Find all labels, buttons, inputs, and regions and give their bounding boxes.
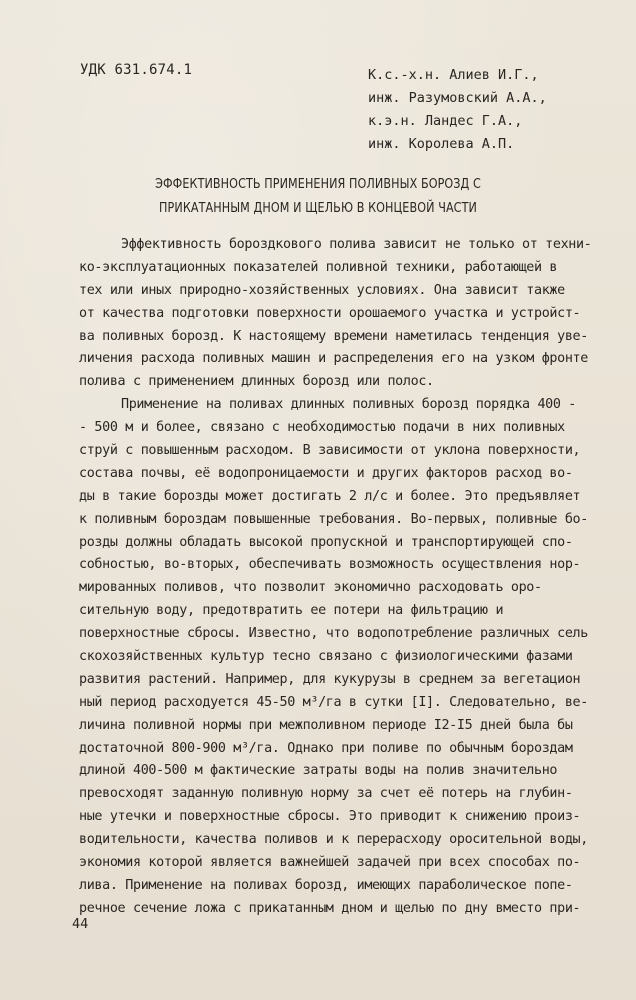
body-line: личения расхода поливных машин и распределения его на узком фронте [79, 351, 588, 367]
page-number: 44 [72, 916, 89, 932]
author-line: инж. Королева А.П. [368, 136, 515, 152]
body-line: струй с повышенным расходом. В зависимости от уклона поверхности, [79, 443, 581, 459]
body-line: скохозяйственных культур тесно связано с физиологическими фазами [79, 649, 573, 665]
body-line: личина поливной нормы при межполивном периоде I2-I5 дней была бы [79, 717, 573, 733]
body-line: достаточной 800-900 м³/га. Однако при поливе по обычным бороздам [79, 740, 573, 756]
body-line: лива. Применение на поливах борозд, имеющих параболическое попе- [79, 877, 573, 893]
body-line: полива с применением длинных борозд или полос. [79, 374, 434, 390]
body-text [79, 234, 636, 921]
body-line: Применение на поливах длинных поливных борозд порядка 400 - [121, 397, 576, 413]
body-line: - 500 м и более, связано с необходимостью подачи в них поливных [79, 420, 565, 436]
title-line: ЭФФЕКТИВНОСТЬ ПРИМЕНЕНИЯ ПОЛИВНЫХ БОРОЗД С [155, 176, 481, 192]
body-line: розды должны обладать высокой пропускной и транспортирующей спо- [79, 534, 573, 550]
body-line: ный период расходуется 45-50 м³/га в сутки [I]. Следовательно, ве- [79, 694, 588, 710]
author-list [368, 64, 547, 156]
body-line: ва поливных борозд. К настоящему времени наметилась тенденция уве- [79, 328, 588, 344]
body-line: ко-эксплуатационных показателей поливной техники, работающей в [79, 259, 558, 275]
body-line: речное сечение ложа с прикатанным дном и щелью по дну вместо при- [79, 900, 581, 916]
body-line: экономия которой является важнейшей задачей при всех способах по- [79, 855, 581, 871]
author-line: к.э.н. Ландес Г.А., [368, 113, 523, 129]
body-line: развития растений. Например, для кукурузы в среднем за вегетацион [79, 671, 581, 687]
body-line: состава почвы, её водопроницаемости и других факторов расход во- [79, 465, 573, 481]
body-line: поверхностные сбросы. Известно, что водопотребление различных сель [79, 626, 588, 642]
body-line: собностью, во-вторых, обеспечивать возможность осуществления нор- [79, 557, 581, 573]
body-line: мированных поливов, что позволит экономично расходовать оро- [79, 580, 542, 596]
udk-code: УДК 631.674.1 [80, 62, 193, 78]
article-title [25, 172, 610, 220]
body-line: превосходят заданную поливную норму за счет её потерь на глубин- [79, 786, 573, 802]
body-line: ды в такие борозды может достигать 2 л/с и более. Это предъявляет [79, 488, 581, 504]
body-line: к поливным бороздам повышенные требования. Во-первых, поливные бо- [79, 511, 588, 527]
body-line: водительности, качества поливов и к перерасходу оросительной воды, [79, 832, 588, 848]
author-line: К.с.-х.н. Алиев И.Г., [368, 67, 539, 83]
body-line: длиной 400-500 м фактические затраты воды на полив значительно [79, 763, 558, 779]
author-line: инж. Разумовский А.А., [368, 90, 547, 106]
body-line: от качества подготовки поверхности орошаемого участка и устройст- [79, 305, 581, 321]
body-line: тех или иных природно-хозяйственных условиях. Она зависит также [79, 282, 565, 298]
body-line: сительную воду, предотвратить ее потери на фильтрацию и [79, 603, 504, 619]
body-line: ные утечки и поверхностные сбросы. Это приводит к снижению произ- [79, 809, 581, 825]
title-line: ПРИКАТАННЫМ ДНОМ И ЩЕЛЬЮ В КОНЦЕВОЙ ЧАСТИ [159, 200, 477, 216]
body-line: Эффективность бороздкового полива зависит не только от техни- [121, 237, 592, 252]
